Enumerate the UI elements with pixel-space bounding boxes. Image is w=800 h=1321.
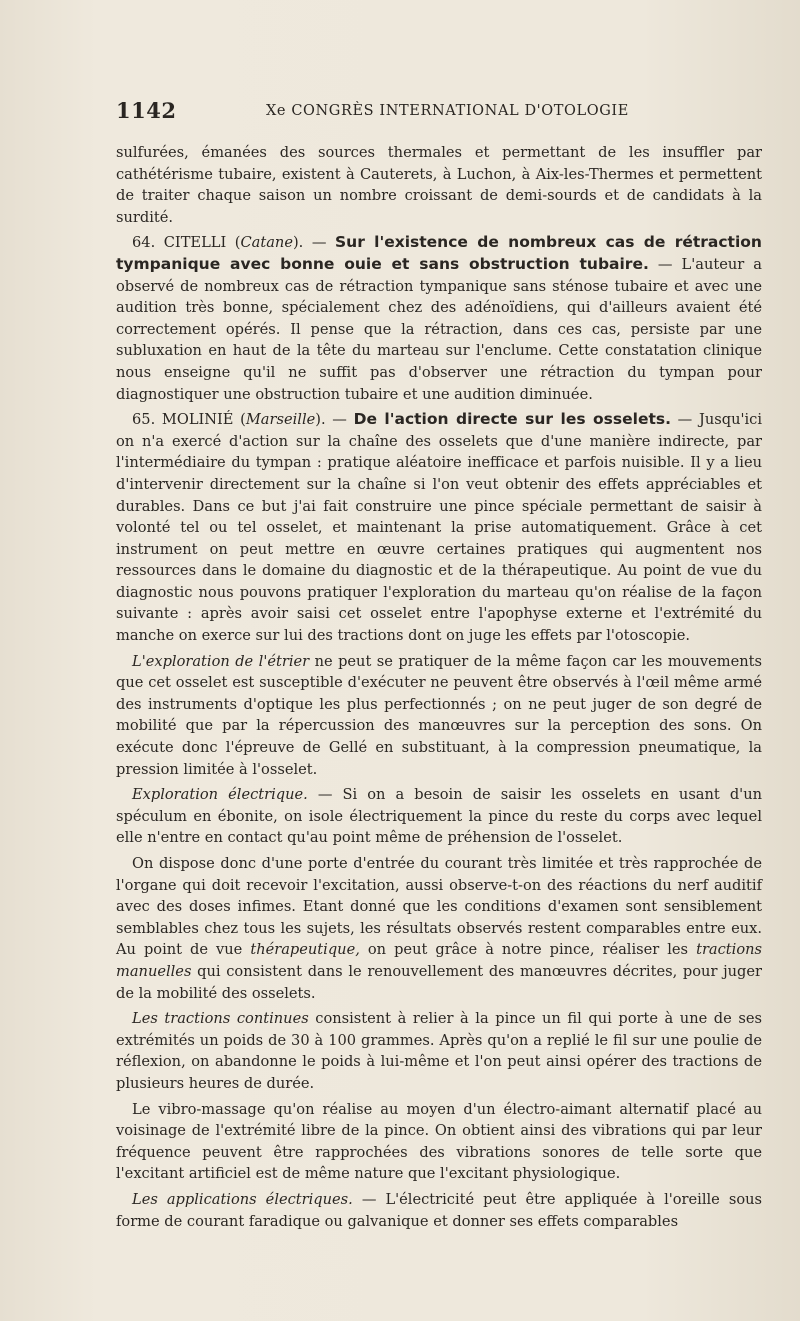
paragraph-porte-entree: On dispose donc d'une porte d'entrée du courant très limitée et très rapprochée de l'organe qui doit recevoir l'excitation, aussi observe-t-on des réactions du nerf auditif avec des doses infimes. Etant donné que les conditions d'examen sont sensiblement semblables chez tous les sujets, les résultats observés restent comparables entre eux. Au point de vue thérapeutique, on peut grâce à notre pince, réaliser les tractions manuelles qui consistent dans le renouvellement des manœuvres décrites, pour juger de la mobilité des osselets.: [116, 855, 762, 1002]
paragraph-molinie: 65. MOLINIÉ (Marseille). — De l'action directe sur les osselets. — Jusqu'ici on n'a exercé d'action sur la chaîne des osselets que d'une manière indirecte, par l'intermédiaire du tympan : pratique aléatoire inefficace et parfois nuisible. Il y a lieu d'intervenir directement sur la chaîne si l'on veut obtenir des effets appréciables et durables. Dans ce but j'ai fait construire une pince spéciale permettant de saisir à volonté tel ou tel osselet, et maintenant la prise automatiquement. Grâce à cet instrument on peut mettre en œuvre certaines pratiques qui augmentent nos ressources dans le domaine du diagnostic et de la thérapeutique. Au point de vue du diagnostic nous pouvons pratiquer l'exploration du marteau qu'on réalise de la façon suivante : après avoir saisi cet osselet entre l'apophyse externe et l'extrémité du manche on exerce sur lui des tractions dont on juge les effets par l'otoscopie.: [116, 410, 762, 645]
entry-title: Sur l'existence de nombreux cas de rétraction tympanique avec bonne ouie et sans obstruction tubaire.: [116, 233, 762, 273]
paragraph-lead: L'exploration de l'étrier: [132, 652, 310, 670]
running-title: Xe CONGRÈS INTERNATIONAL D'OTOLOGIE: [266, 103, 629, 119]
entry-place: Catane: [240, 234, 293, 252]
entry-number: 64. CITELLI (: [132, 234, 241, 252]
page-header: [116, 98, 766, 128]
paragraph-lead: Les applications électriques.: [132, 1190, 353, 1208]
body-text: [116, 142, 762, 1236]
paragraph-tractions-continues: Les tractions continues consistent à relier à la pince un fil qui porte à une de ses extrémités un poids de 30 à 100 grammes. Après qu'on a replié le fil sur une poulie de réflexion, on abandonne le poids à lui-même et l'on peut ainsi opérer des tractions de plusieurs heures de durée.: [116, 1010, 762, 1092]
paragraph-etrier: L'exploration de l'étrier ne peut se pratiquer de la même façon car les mouvements que cet osselet est susceptible d'exécuter ne peuvent être observés à l'œil même armé des instruments d'optique les plus perfectionnés ; on ne peut juger de son degré de mobilité que par la répercussion des manœuvres sur la perception des sons. On exécute donc l'épreuve de Gellé en substituant, à la compression pneumatique, la pression limitée à l'osselet.: [116, 652, 763, 778]
entry-text: — Jusqu'ici on n'a exercé d'action sur la chaîne des osselets que d'une manière indirecte, par l'intermédiaire du tympan : pratique aléatoire inefficace et parfois nuisible. Il y a lieu d'intervenir directement sur la chaîne si l'on veut obtenir des effets appréciables et durables. Dans ce but j'ai fait construire une pince spéciale permettant de saisir à volonté tel ou tel osselet, et maintenant la prise automatiquement. Grâce à cet instrument on peut mettre en œuvre certaines pratiques qui augmentent nos ressources dans le domaine du diagnostic et de la thérapeutique. Au point de vue du diagnostic nous pouvons pratiquer l'exploration du marteau qu'on réalise de la façon suivante : après avoir saisi cet osselet entre l'apophyse externe et l'extrémité du manche on exerce sur lui des tractions dont on juge les effets par l'otoscopie.: [116, 411, 762, 645]
paragraph-electrique: Exploration électrique. — Si on a besoin de saisir les osselets en usant d'un spéculum en ébonite, on isole électriquement la pince du reste du corps avec lequel elle n'entre en contact qu'au point même de préhension de l'osselet.: [116, 786, 762, 847]
entry-number: 65. MOLINIÉ (: [132, 411, 246, 429]
paragraph-continuation: sulfurées, émanées des sources thermales et permettant de les insuffler par cathétérisme tubaire, existent à Cauterets, à Luchon, à Aix-les-Thermes et permettent de traiter chaque saison un nombre croissant de demi-sourds et de candidats à la surdité.: [116, 144, 762, 226]
paragraph-citelli: 64. CITELLI (Catane). — Sur l'existence de nombreux cas de rétraction tympanique avec bonne ouie et sans obstruction tubaire. — L'auteur a observé de nombreux cas de rétraction tympanique sans sténose tubaire et avec une audition très bonne, spécialement chez des adénoïdiens, qui d'ailleurs avaient été correctement opérés. Il pense que la rétraction, dans ces cas, persiste par une subluxation en haut de la tête du marteau sur l'enclume. Cette constatation clinique nous enseigne qu'il ne suffit pas d'observer une rétraction du tympan pour diagnostiquer une obstruction tubaire et une audition diminuée.: [116, 233, 762, 403]
entry-text: — L'auteur a observé de nombreux cas de rétraction tympanique sans sténose tubaire et avec une audition très bonne, spécialement chez des adénoïdiens, qui d'ailleurs avaient été correctement opérés. Il pense que la rétraction, dans ces cas, persiste par une subluxation en haut de la tête du marteau sur l'enclume. Cette constatation clinique nous enseigne qu'il ne suffit pas d'observer une rétraction du tympan pour diagnostiquer une obstruction tubaire et une audition diminuée.: [116, 255, 762, 403]
paragraph-lead: Les tractions continues: [132, 1010, 309, 1028]
paragraph-applications: Les applications électriques. — L'électricité peut être appliquée à l'oreille sous forme de courant faradique ou galvanique et donner ses effets comparables: [116, 1190, 762, 1230]
entry-place: Marseille: [245, 411, 316, 429]
paragraph-lead: Exploration électrique.: [132, 786, 308, 804]
page-number: 1142: [116, 98, 177, 123]
paragraph-vibro-massage: Le vibro-massage qu'on réalise au moyen d'un électro-aimant alternatif placé au voisinage de l'extrémité libre de la pince. On obtient ainsi des vibrations qui par leur fréquence peuvent être rapprochées des vibrations sonores de telle sorte que l'excitant artificiel est de même nature que l'excitant physiologique.: [116, 1100, 762, 1183]
entry-title: De l'action directe sur les osselets.: [353, 410, 671, 429]
